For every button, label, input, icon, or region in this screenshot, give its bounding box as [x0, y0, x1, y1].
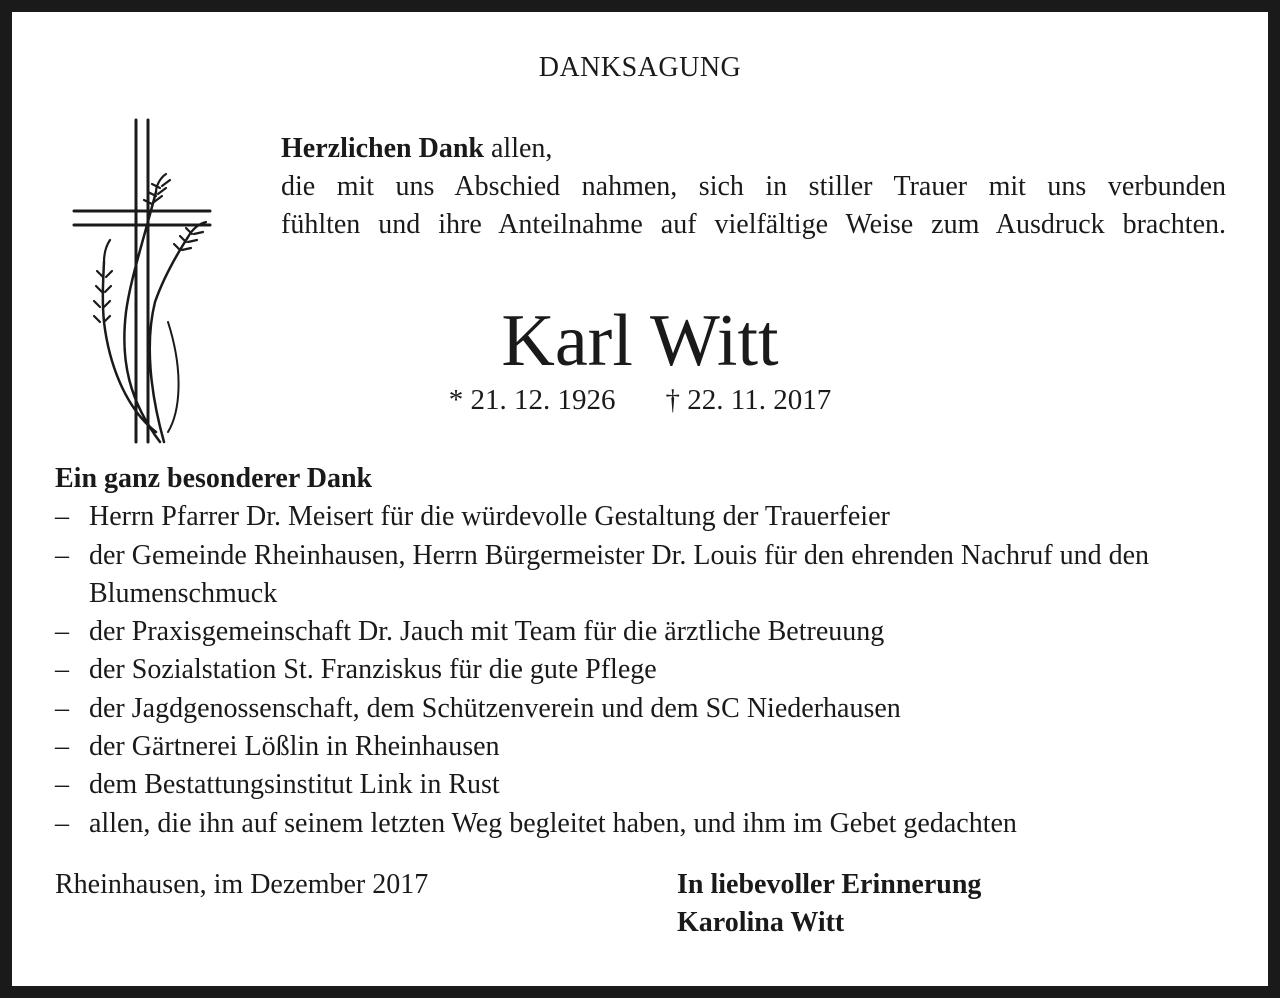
thanks-item [55, 498, 1235, 536]
dash-marker: – [55, 731, 69, 763]
intro-line-3: fühlten und ihre Anteilnahme auf vielfältige Weise zum Ausdruck brachten. [281, 209, 1226, 240]
notice-heading: DANKSAGUNG [538, 52, 742, 83]
signature-name: Karolina Witt [677, 907, 845, 938]
intro-text [281, 130, 1226, 244]
special-thanks-title: Ein ganz besonderer Dank [55, 463, 373, 494]
dash-marker: – [55, 501, 69, 533]
dash-marker: – [55, 807, 69, 839]
thanks-item [55, 766, 1235, 804]
thanks-item [55, 690, 1235, 728]
intro-line-2: die mit uns Abschied nahmen, sich in stiller Trauer mit uns verbunden [281, 171, 1226, 202]
thanks-item-text: Herrn Pfarrer Dr. Meisert für die würdevolle Gestaltung der Trauerfeier [89, 501, 890, 533]
dash-marker: – [55, 616, 69, 648]
dash-marker: – [55, 539, 69, 571]
dash-marker: – [55, 769, 69, 801]
deceased-name: Karl Witt [501, 300, 779, 382]
thanks-item-text: der Jagdgenossenschaft, dem Schützenverein und dem SC Niederhausen [89, 692, 901, 724]
intro-rest: allen, [484, 133, 553, 164]
thanks-item-text: allen, die ihn auf seinem letzten Weg begleitet haben, und ihm im Gebet gedachten [89, 807, 1017, 839]
dash-marker: – [55, 654, 69, 686]
signature-block [677, 866, 981, 942]
thanks-item-text: der Gärtnerei Lößlin in Rheinhausen [89, 731, 500, 763]
thanks-item [55, 651, 1235, 689]
death-date: † 22. 11. 2017 [665, 384, 832, 416]
intro-bold: Herzlichen Dank [281, 133, 484, 164]
thanks-item-text: dem Bestattungsinstitut Link in Rust [89, 769, 500, 801]
thanks-item-text: der Praxisgemeinschaft Dr. Jauch mit Team für die ärztliche Betreuung [89, 616, 885, 648]
thanks-item [55, 805, 1235, 843]
dash-marker: – [55, 692, 69, 724]
birth-date: * 21. 12. 1926 [448, 384, 616, 416]
thanks-item [55, 537, 1235, 614]
thanks-item [55, 613, 1235, 651]
closing-text: In liebevoller Erinnerung [677, 869, 982, 900]
thanks-item-text: der Sozialstation St. Franziskus für die gute Pflege [89, 654, 657, 686]
thanks-item [55, 728, 1235, 766]
special-thanks-section [55, 460, 1235, 843]
place-date: Rheinhausen, im Dezember 2017 [55, 869, 429, 900]
life-dates [0, 384, 1280, 417]
thanks-item-text: der Gemeinde Rheinhausen, Herrn Bürgermeister Dr. Louis für den ehrenden Nachruf und den Blumenschmuck [89, 539, 1150, 609]
